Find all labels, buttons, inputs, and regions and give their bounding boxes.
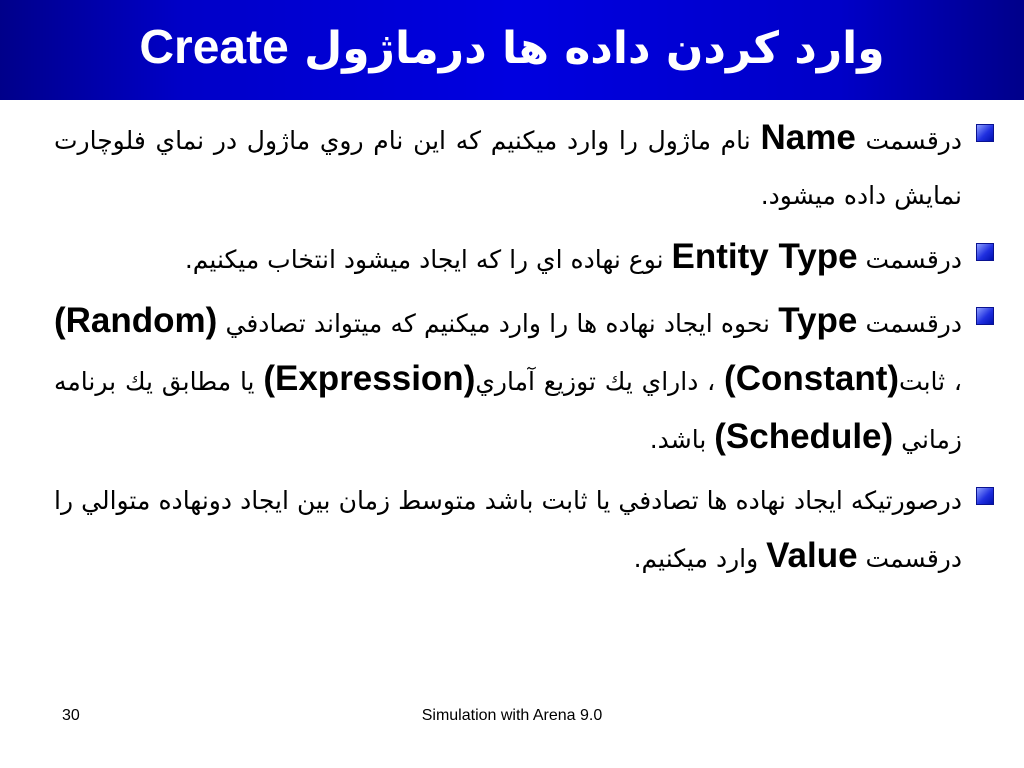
bullet-text: وارد ميكنيم.: [633, 544, 767, 573]
bullet-item-entity-type: [54, 229, 994, 287]
keyword-value: Value: [766, 536, 858, 575]
keyword-random: (Random): [54, 301, 218, 340]
keyword-schedule: (Schedule): [714, 417, 894, 456]
bullet-text: درقسمت: [855, 126, 962, 155]
bullet-text: يا مطابق يك برنامه زماني: [54, 367, 962, 454]
square-bullet-icon: [976, 307, 994, 325]
slide-title: [139, 20, 884, 75]
bullet-text: نام ماژول را وارد ميكنيم كه اين نام روي ماژول در نماي فلوچارت نمايش داده ميشود.: [54, 126, 962, 210]
page-number: 30: [62, 707, 80, 724]
bullet-item-name: [54, 110, 994, 223]
bullet-item-value: [54, 473, 994, 586]
keyword-constant: (Constant): [724, 359, 900, 398]
square-bullet-icon: [976, 243, 994, 261]
footer-deck-title: Simulation with Arena 9.0: [421, 707, 603, 724]
bullet-text: نوع نهاده اي را كه ايجاد ميشود انتخاب ميكنيم.: [184, 245, 672, 274]
bullet-text: درقسمت: [857, 245, 962, 274]
keyword-type: Type: [778, 301, 858, 340]
bullet-text: نحوه ايجاد نهاده ها را وارد ميكنيم كه ميتواند تصادفي: [217, 309, 779, 338]
square-bullet-icon: [976, 487, 994, 505]
bullet-item-type: [54, 293, 994, 467]
bullet-list: [54, 110, 994, 592]
keyword-entity-type: Entity Type: [671, 237, 858, 276]
slide-title-latin: Create: [139, 20, 289, 74]
keyword-expression: (Expression): [263, 359, 476, 398]
slide-title-persian: وارد كردن داده ها درماژول: [304, 22, 885, 74]
bullet-text: باشد.: [649, 425, 715, 454]
title-bar: [0, 0, 1024, 100]
square-bullet-icon: [976, 124, 994, 142]
keyword-name: Name: [760, 118, 856, 157]
bullet-text: درصورتيكه ايجاد نهاده ها تصادفي يا ثابت باشد متوسط زمان بين ايجاد دونهاده متوالي را درقسمت: [54, 486, 962, 573]
bullet-text: ، ثابت: [899, 367, 962, 396]
bullet-text: درقسمت: [857, 309, 962, 338]
bullet-text: ، داراي يك توزيع آماري: [475, 367, 725, 396]
